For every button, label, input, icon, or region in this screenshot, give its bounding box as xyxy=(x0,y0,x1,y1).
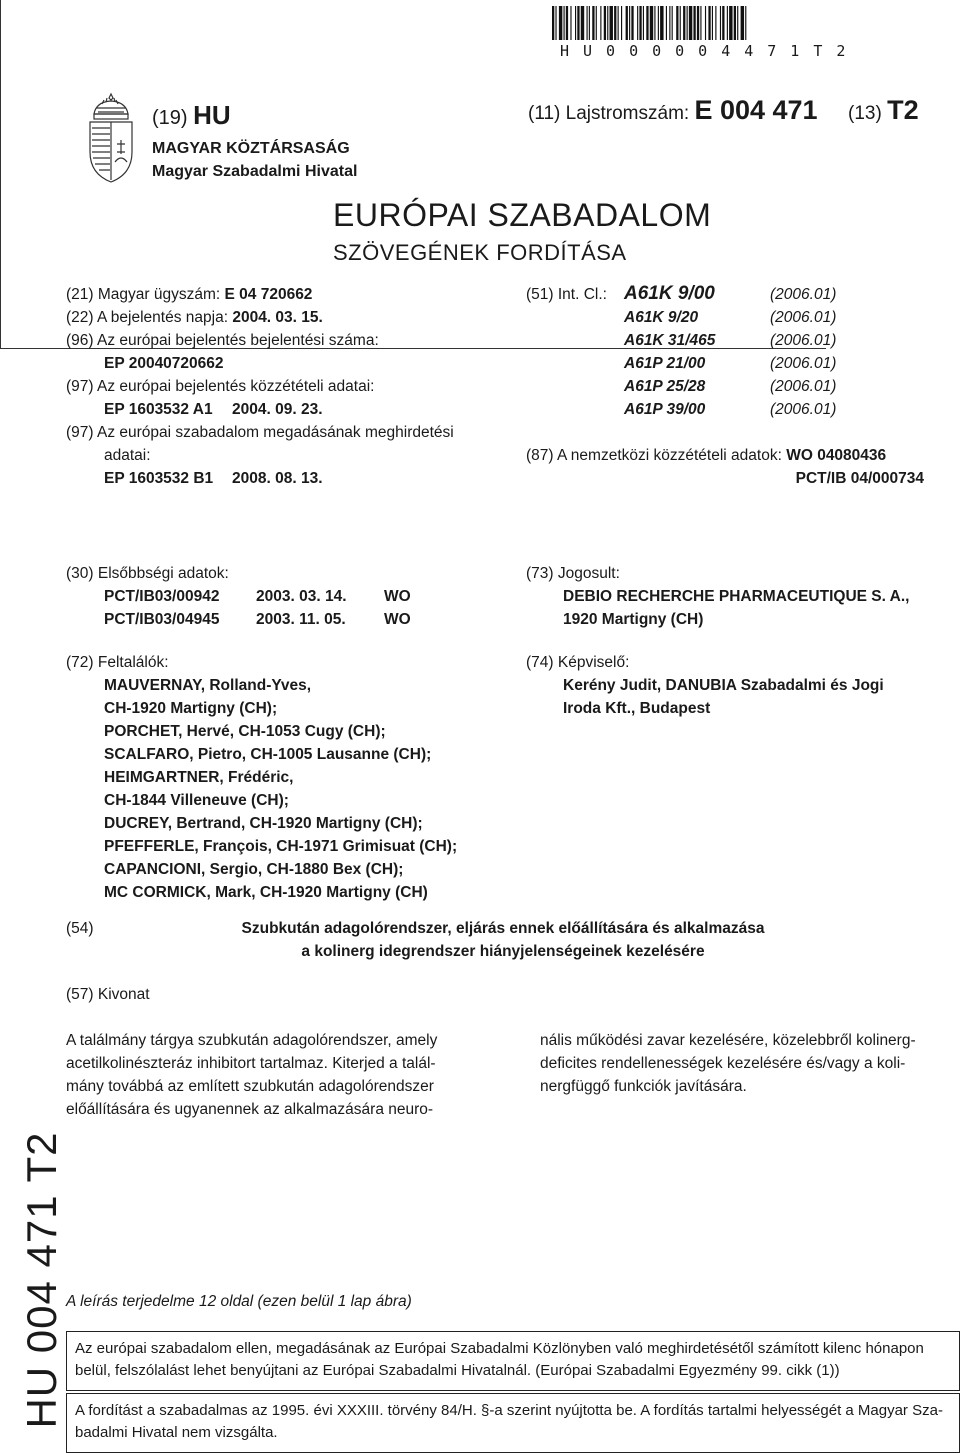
header-kind xyxy=(848,95,919,126)
barcode-bar xyxy=(672,6,673,40)
field-97b-label-2: adatai: xyxy=(104,447,151,464)
ipc-code: A61K 31/465 xyxy=(624,332,716,349)
owner-name: DEBIO RECHERCHE PHARMACEUTIQUE S. A., xyxy=(563,588,910,605)
field-96-label: (96) Az európai bejelentés bejelentési száma: xyxy=(66,332,379,349)
document-subtitle: SZÖVEGÉNEK FORDÍTÁSA xyxy=(333,240,627,265)
code-13: (13) xyxy=(848,103,882,124)
barcode-bar xyxy=(683,6,685,40)
barcode-bar xyxy=(722,6,724,40)
barcode-bar xyxy=(687,6,688,40)
barcode-bar xyxy=(570,6,571,40)
translation-notice-line-1: A fordítást a szabadalmas az 1995. évi XXXIII. törvény 84/H. §-a szerint nyújtotta be. A fordítás tartalmi helyességét a Magyar Sza- xyxy=(75,1402,943,1419)
barcode-bar xyxy=(564,6,565,40)
inventor-line: PORCHET, Hervé, CH-1053 Cugy (CH); xyxy=(104,723,386,740)
field-97a-number: EP 1603532 A1 xyxy=(104,401,213,418)
barcode-bar xyxy=(700,6,701,40)
priority-date: 2003. 11. 05. xyxy=(256,611,346,628)
barcode-bar xyxy=(637,6,638,40)
barcode-bar xyxy=(660,6,663,40)
inventor-line: DUCREY, Bertrand, CH-1920 Martigny (CH); xyxy=(104,815,423,832)
ipc-code: A61P 21/00 xyxy=(624,355,706,372)
priority-date: 2003. 03. 14. xyxy=(256,588,347,605)
agent-line-2: Iroda Kft., Budapest xyxy=(563,700,711,717)
barcode-number: HU000004471T2 xyxy=(560,42,860,60)
barcode-bar xyxy=(697,6,699,40)
barcode-bar xyxy=(559,6,562,40)
barcode-bar xyxy=(646,6,648,40)
header-registration xyxy=(528,95,818,126)
priority-number: PCT/IB03/00942 xyxy=(104,588,220,605)
barcode-bar xyxy=(712,6,713,40)
agent-line-1: Kerény Judit, DANUBIA Szabadalmi és Jogi xyxy=(563,677,884,694)
barcode-bar xyxy=(727,6,728,40)
document-title: EURÓPAI SZABADALOM xyxy=(333,197,712,233)
priority-label: (30) Elsőbbségi adatok: xyxy=(66,565,229,582)
barcode-bar xyxy=(693,6,695,40)
abstract-left-line: A találmány tárgya szubkután adagolórendszer, amely xyxy=(66,1032,438,1049)
ipc-version: (2006.01) xyxy=(770,378,837,395)
barcode-bar xyxy=(610,6,613,40)
country-name: MAGYAR KÖZTÁRSASÁG xyxy=(152,140,350,157)
barcode xyxy=(552,6,922,40)
ipc-version: (2006.01) xyxy=(770,401,837,418)
barcode-bar xyxy=(581,6,584,40)
barcode-bar xyxy=(715,6,716,40)
barcode-bar xyxy=(621,6,622,40)
barcode-bar xyxy=(658,6,659,40)
barcode-bar xyxy=(592,6,594,40)
field-21-value: E 04 720662 xyxy=(224,286,313,303)
abstract-right-line: deficites rendellenességek kezelésére és/vagy a koli- xyxy=(540,1055,906,1072)
barcode-bar xyxy=(689,6,692,40)
field-97a-label: (97) Az európai bejelentés közzétételi adatai: xyxy=(66,378,375,395)
field-87-pct: PCT/IB 04/000734 xyxy=(795,470,924,487)
abstract-left-line: acetilkolinészteráz inhibitort tartalmaz. Kiterjed a talál- xyxy=(66,1055,436,1072)
abstract-left-line: előállítására és ugyanennek az alkalmazására neuro- xyxy=(66,1101,434,1118)
ipc-label: (51) Int. Cl.: xyxy=(526,286,607,303)
field-97b-label-1: (97) Az európai szabadalom megadásának meghirdetési xyxy=(66,424,454,441)
opposition-notice-line-1: Az európai szabadalom ellen, megadásának az Európai Szabadalmi Közlönyben való meghirdetésétől számított kilenc hónapon xyxy=(75,1340,924,1357)
barcode-bar xyxy=(587,6,588,40)
ipc-version: (2006.01) xyxy=(770,332,837,349)
barcode-bar xyxy=(676,6,678,40)
field-87-wo: WO 04080436 xyxy=(786,447,887,464)
field-96-value: EP 20040720662 xyxy=(104,355,224,372)
ipc-version: (2006.01) xyxy=(770,309,837,326)
field-97b-date: 2008. 08. 13. xyxy=(232,470,323,487)
field-21 xyxy=(66,284,312,306)
inventor-line: PFEFFERLE, François, CH-1971 Grimisuat (CH); xyxy=(104,838,458,855)
agent-label: (74) Képviselő: xyxy=(526,654,630,671)
abstract-right-line: nergfüggő funkciók javítására. xyxy=(540,1078,747,1095)
office-name: Magyar Szabadalmi Hivatal xyxy=(152,163,358,180)
barcode-bar xyxy=(737,6,738,40)
barcode-bar xyxy=(729,6,732,40)
translation-notice xyxy=(66,1393,960,1453)
ipc-code: A61P 25/28 xyxy=(624,378,706,395)
ipc-code: A61P 39/00 xyxy=(624,401,706,418)
barcode-bar xyxy=(734,6,736,40)
ipc-code: A61K 9/00 xyxy=(624,283,715,304)
barcode-bar xyxy=(575,6,576,40)
ipc-version: (2006.01) xyxy=(770,355,837,372)
opposition-notice xyxy=(66,1331,960,1391)
priority-number: PCT/IB03/04945 xyxy=(104,611,220,628)
barcode-bar xyxy=(604,6,606,40)
owner-label: (73) Jogosult: xyxy=(526,565,620,582)
barcode-bar xyxy=(596,6,597,40)
header-country xyxy=(152,100,231,131)
ipc-code: A61K 9/20 xyxy=(624,309,699,326)
inventor-line: CAPANCIONI, Sergio, CH-1880 Bex (CH); xyxy=(104,861,404,878)
barcode-bar xyxy=(650,6,653,40)
column-separator xyxy=(0,0,1,348)
barcode-bar xyxy=(566,6,568,40)
field-22-value: 2004. 03. 15. xyxy=(232,309,323,326)
country-code: HU xyxy=(193,100,231,130)
field-21-label: (21) Magyar ügyszám: xyxy=(66,286,221,303)
opposition-notice-line-2: belül, felszólalást lehet benyújtani az Európai Szabadalmi Hivatalnál. (Európai Szabadalmi Egyezmény 99. cikk (1)) xyxy=(75,1362,840,1379)
priority-country: WO xyxy=(384,588,411,605)
barcode-bar xyxy=(745,6,746,40)
barcode-bar xyxy=(666,6,667,40)
field-97a-date: 2004. 09. 23. xyxy=(232,401,323,418)
owner-address: 1920 Martigny (CH) xyxy=(563,611,704,628)
field-87-label: (87) A nemzetközi közzétételi adatok: xyxy=(526,447,782,464)
barcode-bar xyxy=(607,6,608,40)
inventor-line: CH-1844 Villeneuve (CH); xyxy=(104,792,289,809)
barcode-bar xyxy=(600,6,601,40)
invention-title-1: Szubkután adagolórendszer, eljárás ennek előállítására és alkalmazása xyxy=(241,920,765,937)
code-19: (19) xyxy=(152,107,188,129)
barcode-bar xyxy=(654,6,655,40)
barcode-bar xyxy=(577,6,579,40)
abstract-label: (57) Kivonat xyxy=(66,986,150,1003)
barcode-bar xyxy=(589,6,590,40)
inventor-line: MAUVERNAY, Rolland-Yves, xyxy=(104,677,312,694)
inventor-line: MC CORMICK, Mark, CH-1920 Martigny (CH) xyxy=(104,884,428,901)
field-54-code: (54) xyxy=(66,920,94,937)
scope-note: A leírás terjedelme 12 oldal (ezen belül 1 lap ábra) xyxy=(66,1293,412,1310)
field-22 xyxy=(66,307,323,329)
barcode-bar xyxy=(720,6,721,40)
barcode-bar xyxy=(614,6,616,40)
kind-code: T2 xyxy=(887,95,919,125)
barcode-bar xyxy=(741,6,744,40)
barcode-bar xyxy=(618,6,619,40)
registration-number: E 004 471 xyxy=(694,95,818,125)
ipc-version: (2006.01) xyxy=(770,286,837,303)
abstract-left-line: mány továbbá az említett szubkután adagolórendszer xyxy=(66,1078,434,1095)
code-11-label: (11) Lajstromszám: xyxy=(528,103,690,124)
barcode-bar xyxy=(555,6,556,40)
barcode-bar xyxy=(552,6,554,40)
barcode-bar xyxy=(669,6,670,40)
field-87 xyxy=(526,445,886,467)
barcode-bar xyxy=(680,6,681,40)
barcode-bar xyxy=(631,6,633,40)
invention-title-2: a kolinerg idegrendszer hiányjelenségeinek kezelésére xyxy=(301,943,705,960)
priority-country: WO xyxy=(384,611,411,628)
inventor-line: CH-1920 Martigny (CH); xyxy=(104,700,278,717)
inventor-line: HEIMGARTNER, Frédéric, xyxy=(104,769,294,786)
field-97b-number: EP 1603532 B1 xyxy=(104,470,214,487)
barcode-bar xyxy=(629,6,630,40)
barcode-bar xyxy=(626,6,628,40)
inventors-label: (72) Feltalálók: xyxy=(66,654,169,671)
side-publication-label: HU 004 471 T2 xyxy=(18,1131,65,1429)
abstract-right-line: nális működési zavar kezelésére, közelebbről kolinerg- xyxy=(540,1032,916,1049)
barcode-bar xyxy=(643,6,644,40)
barcode-bar xyxy=(708,6,710,40)
coat-of-arms-icon xyxy=(82,92,140,184)
inventor-line: SCALFARO, Pietro, CH-1005 Lausanne (CH); xyxy=(104,746,432,763)
translation-notice-line-2: badalmi Hivatal nem vizsgálta. xyxy=(75,1424,278,1441)
barcode-bar xyxy=(705,6,706,40)
barcode-bar xyxy=(639,6,641,40)
field-22-label: (22) A bejelentés napja: xyxy=(66,309,229,326)
